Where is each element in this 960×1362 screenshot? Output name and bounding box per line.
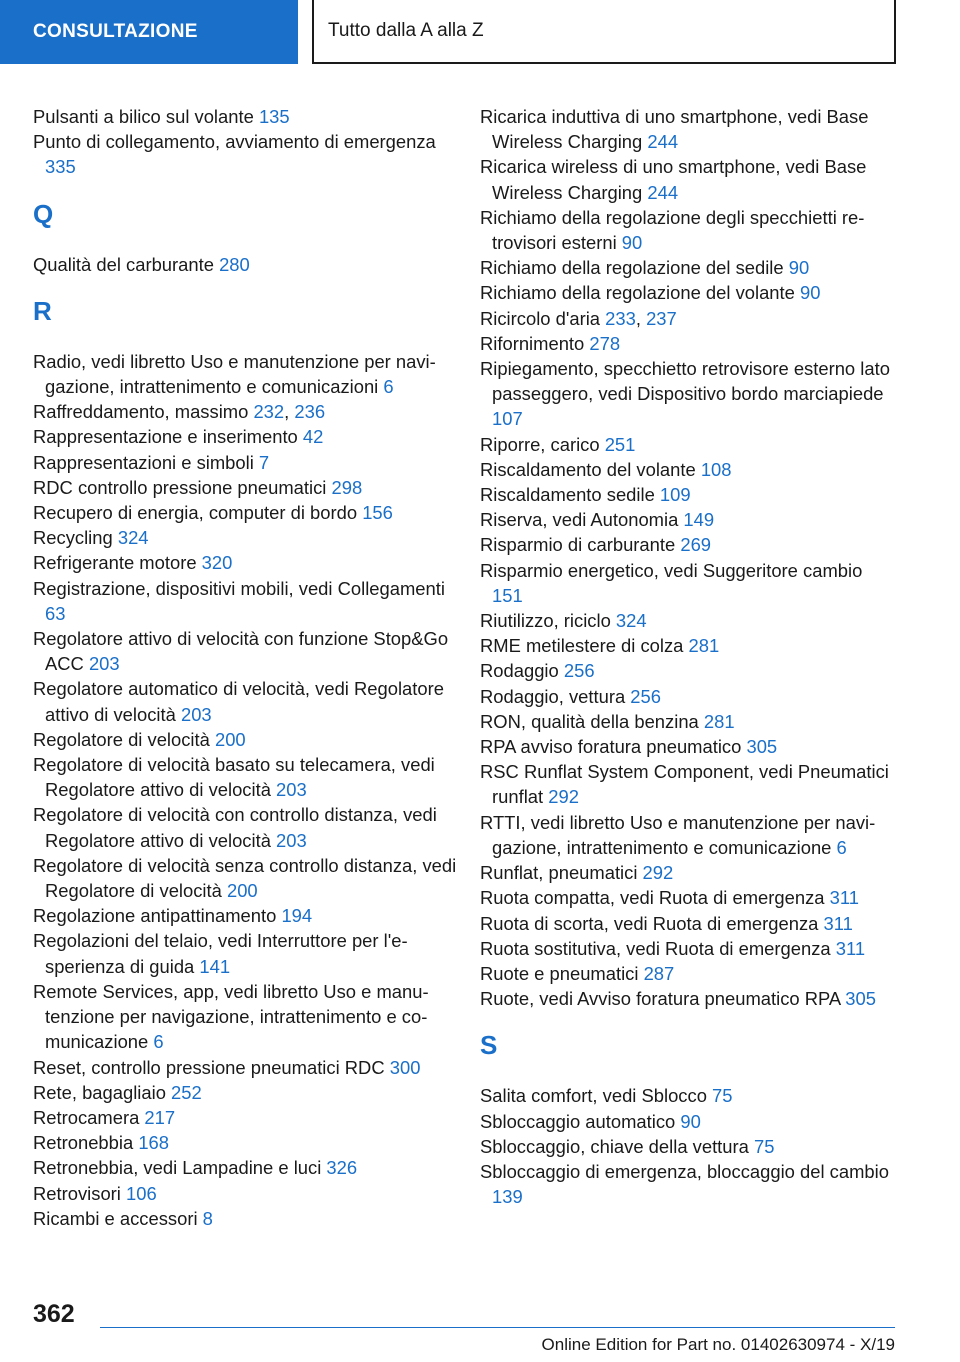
index-entry [33, 399, 463, 424]
page-link[interactable]: 8 [202, 1207, 213, 1229]
index-entry-text: Regolatore di velocità [33, 728, 215, 750]
index-entry [480, 986, 895, 1011]
index-column-right [480, 104, 895, 1209]
index-entry [480, 860, 895, 885]
index-entry [480, 633, 895, 658]
page-link[interactable]: 311 [835, 937, 866, 959]
index-entry-text: Risparmio energetico, vedi Suggeritore cambio [480, 559, 863, 581]
index-entry-text: Remote Services, app, vedi libretto Uso e manutenzione per navigazione, intrattenimento e comunicazione [33, 980, 429, 1053]
page-link[interactable]: 237 [646, 307, 677, 329]
index-entry [33, 727, 463, 752]
page-link[interactable]: 6 [153, 1031, 164, 1053]
index-entry [33, 752, 463, 802]
index-entry [480, 961, 895, 986]
index-entry-text: Richiamo della regolazione del sedile [480, 257, 789, 279]
index-entry-text: Ricarica induttiva di uno smartphone, vedi Base Wireless Charging [480, 106, 869, 153]
index-entry [33, 802, 463, 852]
index-entry-text: Richiamo della regolazione degli specchietti retrovisori esterni [480, 206, 865, 254]
page-link[interactable]: 252 [171, 1081, 202, 1103]
index-entry-text: Ruote e pneumatici [480, 962, 644, 984]
index-entry-text: Pulsanti a bilico sul volante [33, 106, 259, 127]
index-entry-text: Punto di collegamento, avviamento di emergenza [33, 131, 436, 153]
chapter-header [312, 0, 896, 64]
page-link[interactable]: 75 [753, 1135, 775, 1157]
index-entry [33, 903, 463, 928]
index-entry [33, 979, 463, 1055]
page-link[interactable]: 256 [630, 685, 661, 707]
index-entry-text: Rifornimento [480, 332, 590, 354]
index-letter-heading: S [480, 1030, 498, 1061]
page-number: 362 [33, 1300, 75, 1328]
index-entry [480, 1159, 895, 1209]
index-entry [480, 658, 895, 683]
index-entry-text: Regolatore attivo di velocità con funzione Stop&Go ACC [33, 628, 449, 675]
index-entry-text: Rodaggio, vettura [480, 685, 631, 707]
index-entry [33, 475, 463, 500]
page-link[interactable]: 90 [621, 232, 643, 254]
index-entry-text: Riscaldamento sedile [480, 484, 660, 506]
index-entry-text: Runflat, pneumatici [480, 862, 643, 884]
page-link[interactable]: 63 [45, 602, 66, 624]
page-link[interactable]: 320 [201, 552, 233, 574]
index-entry-text: Regolatore automatico di velocità, vedi Regolatore attivo di velocità [33, 678, 444, 725]
index-entry-text: Ruota compatta, vedi Ruota di emergenza [480, 887, 830, 909]
index-entry [480, 911, 895, 936]
index-entry-text: Regolatore di velocità basato su telecamera, vedi Regolatore attivo di velocità [33, 754, 435, 801]
index-entry-text: Regolazione antipattinamento [33, 905, 282, 927]
page-link[interactable]: 251 [604, 433, 636, 455]
page-link[interactable]: 6 [836, 836, 847, 858]
index-entry [480, 154, 895, 204]
index-entry [33, 129, 463, 179]
index-entry [33, 424, 463, 449]
section-title: CONSULTAZIONE [33, 21, 198, 42]
index-entry [480, 558, 895, 608]
page-link[interactable]: 90 [680, 1110, 701, 1132]
index-entry [480, 709, 895, 734]
index-entry-text: Retrovisori [33, 1182, 126, 1204]
index-entry [33, 525, 463, 550]
index-entry-text: Sbloccaggio automatico [480, 1110, 681, 1132]
index-entry [33, 1181, 463, 1206]
index-entry-text: Richiamo della regolazione del volante [480, 282, 800, 304]
page-separator: , [284, 401, 295, 423]
page-link[interactable]: 42 [302, 426, 324, 448]
index-letter-heading: Q [33, 198, 54, 229]
index-entry [480, 734, 895, 759]
index-entry [33, 252, 463, 277]
page-link[interactable]: 141 [199, 955, 231, 977]
index-entry-text: RSC Runflat System Component, vedi Pneumatici runflat [480, 761, 889, 808]
page-link[interactable]: 311 [829, 887, 859, 909]
index-entry [480, 255, 895, 280]
page-link[interactable]: 194 [281, 905, 313, 927]
page-link[interactable]: 324 [615, 610, 647, 632]
index-entry [33, 928, 463, 978]
index-entry-text: Sbloccaggio, chiave della vettura [480, 1135, 754, 1157]
edition-footer: Online Edition for Part no. 01402630974 - X/19 [541, 1335, 895, 1354]
page-link[interactable]: 281 [688, 635, 720, 657]
page-link[interactable]: 269 [680, 534, 712, 556]
index-entry [480, 936, 895, 961]
index-entry [480, 104, 895, 154]
index-entry [33, 104, 463, 129]
index-entry [480, 356, 895, 432]
page-link[interactable]: 6 [383, 376, 394, 398]
index-letter-heading: R [33, 295, 52, 326]
index-entry [480, 507, 895, 532]
page-link[interactable]: 233 [605, 307, 636, 329]
index-entry-text: Sbloccaggio di emergenza, bloccaggio del cambio [480, 1160, 889, 1182]
page-link[interactable]: 139 [492, 1186, 523, 1208]
index-entry [480, 759, 895, 809]
page-link[interactable]: 292 [642, 862, 674, 884]
page-link[interactable]: 168 [138, 1132, 169, 1154]
index-entry [480, 532, 895, 557]
page-link[interactable]: 135 [258, 106, 290, 127]
page-link[interactable]: 232 [253, 401, 285, 423]
index-entry-text: RON, qualità della benzina [480, 710, 704, 732]
page-link[interactable]: 7 [258, 451, 270, 473]
index-entry-text: Refrigerante motore [33, 552, 202, 574]
index-entry [480, 432, 895, 457]
index-entry-text: Risparmio di carburante [480, 534, 681, 556]
page-link[interactable]: 236 [294, 401, 326, 423]
index-entry-text: Registrazione, dispositivi mobili, vedi Collegamenti [33, 577, 445, 599]
index-entry [33, 500, 463, 525]
page-link[interactable]: 300 [389, 1056, 421, 1078]
page-link[interactable]: 108 [700, 458, 732, 480]
page-link[interactable]: 90 [800, 282, 821, 304]
page-link[interactable]: 281 [703, 710, 735, 732]
index-entry-text: Qualità del carburante [33, 253, 220, 275]
index-entry-text: Rappresentazioni e simboli [33, 451, 259, 473]
page-link[interactable]: 156 [362, 502, 393, 524]
page-link[interactable]: 109 [659, 484, 691, 506]
page-link[interactable]: 305 [746, 736, 778, 758]
page-link[interactable]: 75 [712, 1085, 733, 1107]
index-entry-text: Ruote, vedi Avviso foratura pneumatico RPA [480, 988, 846, 1010]
page-link[interactable]: 335 [45, 156, 76, 178]
index-entry [480, 331, 895, 356]
page-link[interactable]: 107 [492, 408, 523, 430]
index-entry-text: RPA avviso foratura pneumatico [480, 736, 747, 758]
index-entry-text: Recupero di energia, computer di bordo [33, 502, 363, 524]
page-link[interactable]: 278 [589, 332, 621, 354]
index-entry-text: Ricarica wireless di uno smartphone, vedi Base Wireless Charging [480, 156, 867, 203]
page-link[interactable]: 203 [276, 829, 307, 851]
index-entry-text: Recycling [33, 527, 118, 549]
index-entry-text: RDC controllo pressione pneumatici [33, 476, 332, 498]
page-link[interactable]: 324 [117, 527, 149, 549]
page-link[interactable]: 203 [276, 779, 307, 801]
index-entry [480, 482, 895, 507]
index-entry [480, 280, 895, 305]
index-entry [480, 1109, 895, 1134]
index-entry-text: Reset, controllo pressione pneumatici RDC [33, 1056, 390, 1078]
page-link[interactable]: 217 [144, 1106, 176, 1128]
index-entry-text: Regolatore di velocità con controllo distanza, vedi Regolatore attivo di velocità [33, 804, 437, 851]
page-link[interactable]: 305 [845, 988, 876, 1010]
index-entry [480, 457, 895, 482]
index-entry [480, 306, 895, 331]
index-entry [480, 885, 895, 910]
index-entry-text: Radio, vedi libretto Uso e manutenzione per navigazione, intrattenimento e comunicazioni [33, 350, 436, 398]
index-entry [33, 1130, 463, 1155]
page-link[interactable]: 90 [788, 257, 810, 279]
index-entry [33, 626, 463, 676]
page-link[interactable]: 203 [180, 703, 212, 725]
index-entry-text: Ripiegamento, specchietto retrovisore esterno lato passeggero, vedi Dispositivo bordo marciapiede [480, 358, 890, 405]
index-entry-text: Retronebbia, vedi Lampadine e luci [33, 1157, 327, 1179]
page-link[interactable]: 200 [226, 880, 258, 902]
index-entry-text: Riporre, carico [480, 433, 605, 455]
index-entry-text: Raffreddamento, massimo [33, 401, 254, 423]
page-link[interactable]: 326 [326, 1157, 358, 1179]
index-entry [33, 576, 463, 626]
page-link[interactable]: 151 [492, 584, 523, 606]
chapter-title: Tutto dalla A alla Z [328, 20, 484, 41]
page-link[interactable]: 287 [643, 962, 675, 984]
page-link[interactable]: 280 [219, 253, 250, 275]
index-entry [33, 1080, 463, 1105]
index-entry [33, 676, 463, 726]
index-entry-text: Retrocamera [33, 1106, 145, 1128]
index-entry [33, 550, 463, 575]
index-entry-text: Ricambi e accessori [33, 1207, 203, 1229]
index-entry-text: Regolatore di velocità senza controllo distanza, vedi Regolatore di velocità [33, 854, 457, 902]
index-entry [480, 205, 895, 255]
page-link[interactable]: 106 [126, 1182, 157, 1204]
index-entry [33, 450, 463, 475]
footer-divider [100, 1327, 895, 1328]
index-entry [33, 1105, 463, 1130]
index-entry-text: Ruota sostitutiva, vedi Ruota di emergenza [480, 937, 836, 959]
index-column-left [33, 104, 463, 1231]
page-link[interactable]: 203 [88, 653, 120, 675]
index-entry [33, 1206, 463, 1231]
page-link[interactable]: 292 [548, 786, 579, 808]
page-link[interactable]: 298 [331, 476, 363, 498]
index-entry-text: Regolazioni del telaio, vedi Interruttore per l'esperienza di guida [33, 930, 408, 977]
index-entry-text: Ruota di scorta, vedi Ruota di emergenza [480, 912, 824, 934]
page-link[interactable]: 256 [563, 660, 595, 682]
index-entry-text: Riutilizzo, riciclo [480, 610, 616, 632]
index-entry [33, 1055, 463, 1080]
page-link[interactable]: 244 [647, 181, 679, 203]
index-entry-text: Ricircolo d'aria [480, 307, 606, 329]
page-link[interactable]: 244 [647, 131, 679, 153]
page-link[interactable]: 200 [214, 728, 246, 750]
index-entry-text: Riserva, vedi Autonomia [480, 509, 684, 531]
index-entry-text: RTTI, vedi libretto Uso e manutenzione per navigazione, intrattenimento e comunicazione [480, 811, 876, 858]
page-link[interactable]: 311 [823, 912, 853, 934]
index-entry [480, 1083, 895, 1108]
index-entry [33, 349, 463, 399]
index-entry-text: Rodaggio [480, 660, 564, 682]
index-entry-text: RME metilestere di colza [480, 635, 689, 657]
index-entry [480, 1134, 895, 1159]
section-tab [0, 0, 298, 64]
page-separator: , [635, 307, 647, 329]
index-entry [480, 810, 895, 860]
index-entry-text: Riscaldamento del volante [480, 458, 701, 480]
index-entry [33, 853, 463, 903]
index-entry [480, 684, 895, 709]
index-entry-text: Retronebbia [33, 1132, 139, 1154]
index-entry-text: Rete, bagagliaio [33, 1081, 172, 1103]
index-entry [480, 608, 895, 633]
index-entry-text: Rappresentazione e inserimento [33, 426, 303, 448]
index-entry [33, 1155, 463, 1180]
index-entry-text: Salita comfort, vedi Sblocco [480, 1085, 713, 1107]
page-link[interactable]: 149 [683, 509, 715, 531]
